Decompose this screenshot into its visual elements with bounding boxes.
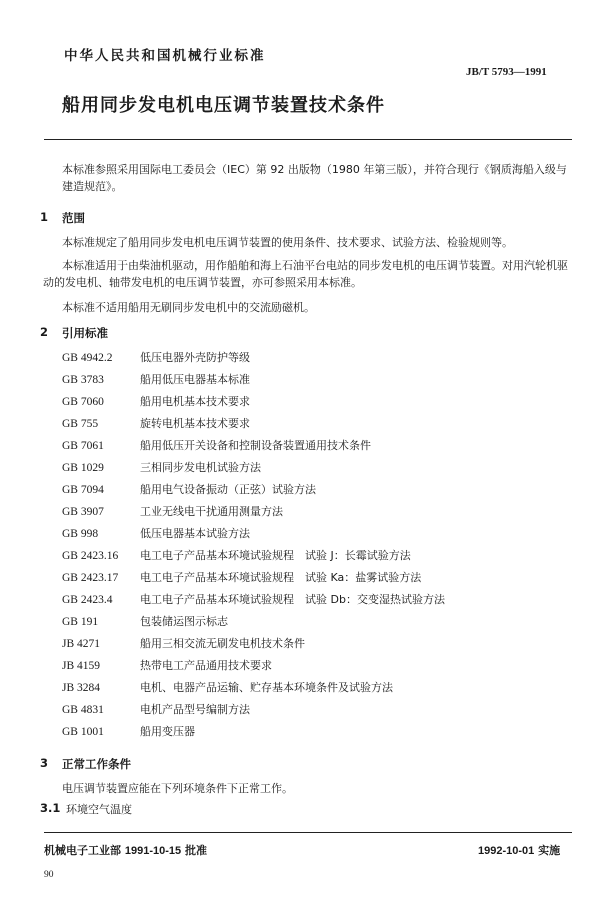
reference-name: 旋转电机基本技术要求 xyxy=(140,417,250,430)
intro-paragraph: 本标准参照采用国际电工委员会（IEC）第 92 出版物（1980 年第三版），并符合现行《钢质海船入级与建造规范》。 xyxy=(62,163,567,193)
reference-name: 电工电子产品基本环境试验规程 试验 Db：交变湿热试验方法 xyxy=(140,593,445,606)
document-title: 船用同步发电机电压调节装置技术条件 xyxy=(62,95,385,116)
reference-name: 船用三相交流无刷发电机技术条件 xyxy=(140,637,305,650)
issuer: 机械电子工业部 xyxy=(44,844,121,857)
issue-label: 批准 xyxy=(184,844,207,857)
reference-code: GB 2423.16 xyxy=(62,550,119,562)
reference-name: 船用变压器 xyxy=(140,725,195,738)
reference-code: GB 1001 xyxy=(62,726,104,738)
section-1-para-2: 本标准适用于由柴油机驱动，用作船舶和海上石油平台电站的同步发电机的电压调节装置。对用汽轮机驱动的发电机、轴带发电机的电压调节装置，亦可参照采用本标准。 xyxy=(43,259,568,289)
reference-code: GB 3907 xyxy=(62,506,104,518)
reference-item xyxy=(62,457,261,479)
reference-code: GB 755 xyxy=(62,418,99,430)
reference-item xyxy=(62,545,411,567)
reference-name: 包装储运图示标志 xyxy=(140,615,228,628)
section-1-para-1: 本标准规定了船用同步发电机电压调节装置的使用条件、技术要求、试验方法、检验规则等。 xyxy=(62,236,513,249)
reference-code: GB 7060 xyxy=(62,396,104,408)
section-1-para-3: 本标准不适用船用无刷同步发电机中的交流励磁机。 xyxy=(62,301,315,314)
reference-item xyxy=(62,435,371,457)
reference-item xyxy=(62,677,393,699)
reference-name: 低压电器基本试验方法 xyxy=(140,527,250,540)
reference-item xyxy=(62,347,250,369)
page-number: 90 xyxy=(44,870,54,880)
reference-code: GB 998 xyxy=(62,528,99,540)
reference-item xyxy=(62,391,250,413)
reference-name: 电工电子产品基本环境试验规程 试验 Ka：盐雾试验方法 xyxy=(140,571,422,584)
reference-item xyxy=(62,369,250,391)
footer-rule xyxy=(44,832,572,833)
reference-name: 三相同步发电机试验方法 xyxy=(140,461,261,474)
reference-name: 工业无线电干扰通用测量方法 xyxy=(140,505,283,518)
section-2-number: 2 xyxy=(40,325,49,339)
reference-code: JB 4159 xyxy=(62,660,101,672)
reference-item xyxy=(62,567,421,589)
standard-body-title: 中华人民共和国机械行业标准 xyxy=(64,48,266,64)
section-3-paragraph: 电压调节装置应能在下列环境条件下正常工作。 xyxy=(62,782,293,795)
section-1-number: 1 xyxy=(40,210,49,224)
section-3-1-number: 3.1 xyxy=(40,801,61,815)
reference-item xyxy=(62,479,316,501)
reference-item xyxy=(62,523,250,545)
implementation-date: 1992-10-01 xyxy=(478,845,535,857)
reference-item xyxy=(62,633,305,655)
reference-item xyxy=(62,501,283,523)
reference-code: GB 2423.17 xyxy=(62,572,119,584)
section-3-1-title: 环境空气温度 xyxy=(66,803,132,816)
reference-name: 电工电子产品基本环境试验规程 试验 J：长霉试验方法 xyxy=(140,549,411,562)
reference-item xyxy=(62,655,272,677)
reference-code: GB 7094 xyxy=(62,484,104,496)
reference-item xyxy=(62,589,445,611)
reference-name: 船用电气设备振动（正弦）试验方法 xyxy=(140,483,316,496)
standard-code: JB/T 5793—1991 xyxy=(466,66,547,78)
reference-name: 低压电器外壳防护等级 xyxy=(140,351,250,364)
approval-line xyxy=(44,842,207,858)
reference-code: GB 7061 xyxy=(62,440,104,452)
reference-name: 船用低压开关设备和控制设备装置通用技术条件 xyxy=(140,439,371,452)
reference-name: 船用低压电器基本标准 xyxy=(140,373,250,386)
implementation-line xyxy=(478,842,560,858)
reference-name: 船用电机基本技术要求 xyxy=(140,395,250,408)
reference-code: GB 1029 xyxy=(62,462,104,474)
reference-code: GB 3783 xyxy=(62,374,104,386)
reference-item xyxy=(62,699,250,721)
section-3-number: 3 xyxy=(40,756,49,770)
section-3-title: 正常工作条件 xyxy=(62,757,131,771)
reference-name: 电机产品型号编制方法 xyxy=(140,703,250,716)
reference-item xyxy=(62,611,228,633)
section-1-title: 范围 xyxy=(62,211,85,225)
reference-name: 电机、电器产品运输、贮存基本环境条件及试验方法 xyxy=(140,681,393,694)
implementation-label: 实施 xyxy=(538,844,561,857)
reference-code: GB 4831 xyxy=(62,704,104,716)
reference-code: GB 4942.2 xyxy=(62,352,113,364)
reference-code: JB 4271 xyxy=(62,638,101,650)
issue-date: 1991-10-15 xyxy=(124,845,182,857)
reference-item xyxy=(62,721,195,743)
section-2-title: 引用标准 xyxy=(62,326,108,340)
reference-code: GB 2423.4 xyxy=(62,594,113,606)
header-rule xyxy=(44,139,572,140)
reference-code: GB 191 xyxy=(62,616,99,628)
reference-code: JB 3284 xyxy=(62,682,101,694)
reference-name: 热带电工产品通用技术要求 xyxy=(140,659,272,672)
reference-item xyxy=(62,413,250,435)
